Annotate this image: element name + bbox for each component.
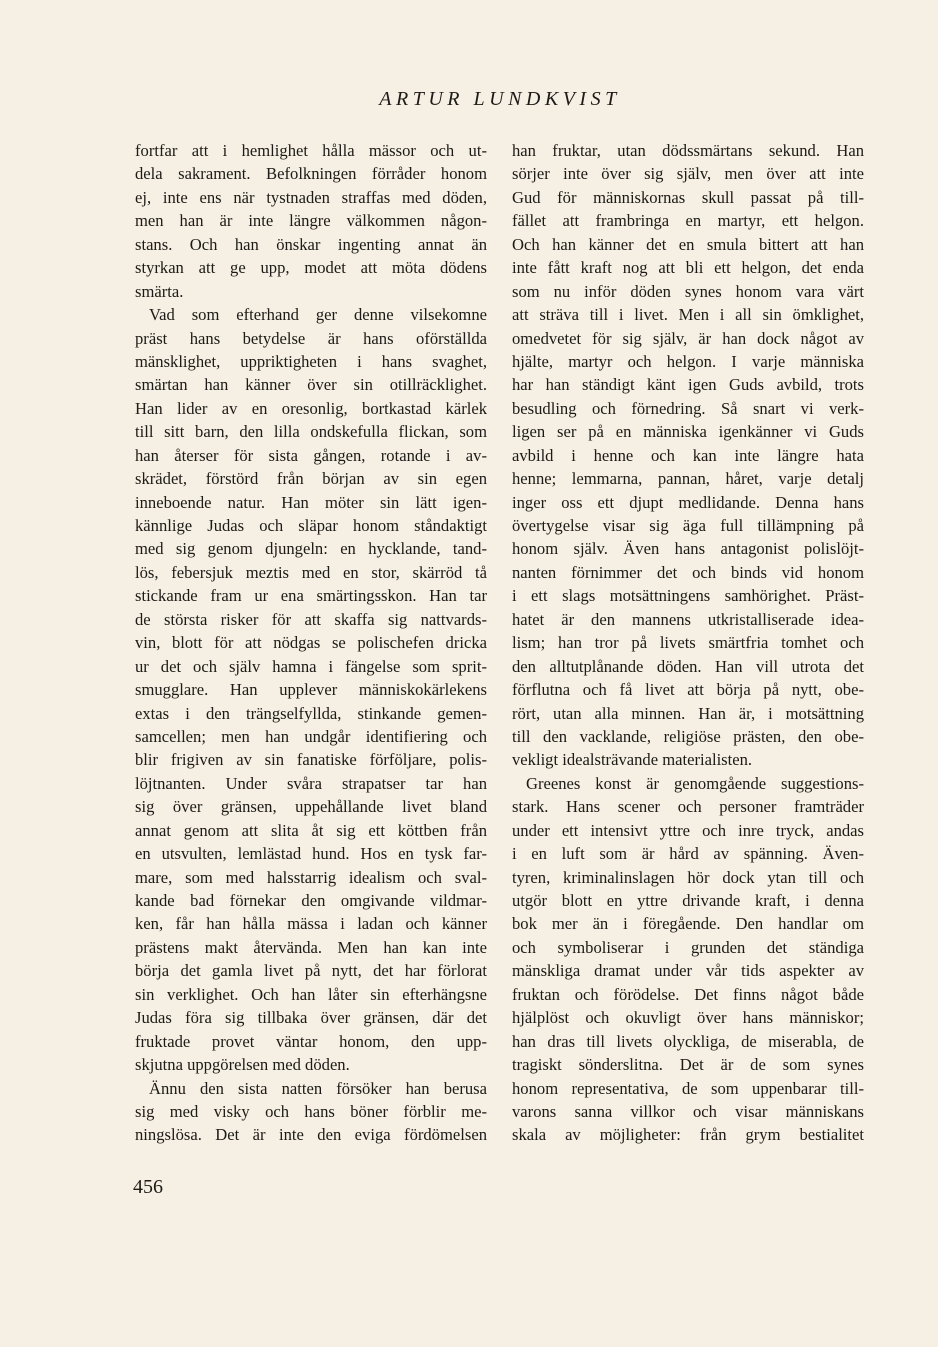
- text-line: hatet är den mannens utkristalliserade idea-: [512, 609, 864, 629]
- text-line: henne; lemmarna, pannan, håret, varje detalj: [512, 469, 864, 489]
- text-line: mare, som med halsstarrig idealism och sval-: [135, 867, 487, 887]
- text-line: Vad som efterhand ger denne vilsekomne: [149, 305, 487, 325]
- text-line: utgör blott en yttre drivande kraft, i denna: [512, 891, 864, 910]
- text-line: Greenes konst är genomgående suggestions-: [526, 773, 864, 793]
- text-line: honom representativa, de som uppenbarar till-: [512, 1078, 864, 1098]
- text-line: fruktade provet väntar honom, den upp-: [135, 1031, 487, 1051]
- text-line: börja det gamla livet på nytt, det har förlorat: [135, 961, 487, 981]
- text-line: mänskliga dramat under vår tids aspekter av: [512, 961, 864, 981]
- text-line: som nu inför döden synes honom vara värt: [512, 281, 864, 301]
- text-line: vekligt idealsträvande materialisten.: [512, 750, 753, 770]
- text-line: mänsklighet, uppriktigheten i hans svaghet,: [135, 351, 487, 371]
- text-line: styrkan att ge upp, modet att möta dödens: [135, 258, 487, 278]
- text-line: stans. Och han önskar ingenting annat än: [135, 234, 487, 254]
- text-line: fället att frambringa en martyr, ett helgon.: [512, 211, 864, 231]
- text-line: dela sakrament. Befolkningen förråder honom: [135, 164, 487, 184]
- text-line: att sträva till i livet. Men i all sin ömklighet,: [512, 305, 864, 325]
- right-text-column: [512, 139, 864, 1147]
- text-line: prästens makt återvända. Men han kan inte: [135, 937, 487, 957]
- text-line: skrädet, förstörd från början av sin egen: [135, 469, 487, 489]
- text-line: Ännu den sista natten försöker han berusa: [149, 1078, 487, 1098]
- text-line: ur det och själv hamna i fängelse som sprit-: [135, 656, 487, 676]
- left-text-column: [135, 139, 487, 1147]
- text-line: hjälplöst och okuvligt över hans människor;: [512, 1008, 864, 1028]
- text-line: sörjer inte över sig själv, men över att inte: [512, 164, 864, 184]
- text-line: sig med visky och hans böner förblir me-: [135, 1101, 487, 1121]
- text-line: med sig genom djungeln: en hycklande, tand-: [135, 539, 487, 559]
- text-line: smärta.: [135, 281, 184, 301]
- text-line: de största risker för att skaffa sig nattvards-: [135, 609, 487, 629]
- text-line: annat genom att slita åt sig ett köttben från: [135, 820, 487, 840]
- text-line: ej, inte ens när tystnaden straffas med döden,: [135, 187, 487, 207]
- text-line: kande bad förnekar den omgivande vildmar-: [135, 891, 487, 910]
- text-line: till den vacklande, religiöse prästen, den obe-: [512, 726, 864, 746]
- text-line: besudling och förnedring. Så snart vi verk-: [512, 398, 864, 418]
- text-line: ningslösa. Det är inte den eviga fördömelsen: [135, 1125, 487, 1145]
- text-line: samcellen; men han undgår identifiering och: [135, 726, 487, 746]
- text-line: har han ständigt känt igen Guds avbild, trots: [512, 375, 864, 395]
- text-line: honom själv. Även hans antagonist polislöjt-: [512, 539, 864, 559]
- text-line: i ett slags motsättningens samhörighet. Präst-: [512, 586, 864, 606]
- text-line: skala av möjligheter: från grym bestialitet: [512, 1125, 864, 1145]
- text-line: stark. Hans scener och personer framträder: [512, 797, 864, 817]
- text-line: han fruktar, utan dödssmärtans sekund. Han: [512, 141, 864, 160]
- text-line: och symboliserar i grunden det ständiga: [512, 937, 864, 957]
- text-line: kännlige Judas och släpar honom ståndaktigt: [135, 516, 487, 535]
- text-line: Gud för människornas skull passat på till-: [512, 187, 864, 207]
- text-line: inger oss ett djupt medlidande. Denna hans: [512, 492, 864, 512]
- text-line: en utsvulten, lemlästad hund. Hos en tysk far-: [135, 844, 487, 864]
- text-line: nanten förnimmer det och binds vid honom: [512, 562, 864, 582]
- text-line: inte fått kraft nog att bli ett helgon, det enda: [512, 258, 864, 278]
- text-line: varons sanna villkor och visar människans: [512, 1101, 864, 1121]
- text-line: ken, får han hålla mässa i ladan och känner: [135, 914, 487, 934]
- text-line: avbild i henne och kan inte längre hata: [512, 445, 864, 465]
- text-line: den alltutplånande döden. Han vill utrota det: [512, 656, 864, 676]
- text-line: han dras till livets olyckliga, de miserabla, de: [512, 1031, 864, 1051]
- text-line: Han lider av en oresonlig, bortkastad kärlek: [135, 398, 487, 418]
- text-line: blir frigiven av sin fanatiske förföljare, polis-: [135, 750, 487, 770]
- text-line: lös, febersjuk meztis med en stor, skärröd tå: [135, 562, 487, 582]
- text-line: sig över gränsen, uppehållande livet bland: [135, 797, 487, 817]
- text-line: förflutna och få livet att börja på nytt, obe-: [512, 680, 864, 700]
- text-line: präst hans betydelse är hans oförställda: [135, 328, 487, 348]
- running-header: ARTUR LUNDKVIST: [379, 88, 621, 110]
- text-line: i en luft som är hård av spänning. Även-: [512, 844, 864, 864]
- text-line: smärtan han känner över sin otillräcklighet.: [135, 375, 487, 395]
- text-line: övertygelse visar sig äga full tillämpning på: [512, 516, 864, 535]
- text-line: vin, blott för att nödgas se polischefen dricka: [135, 633, 487, 653]
- text-line: under ett intensivt yttre och inre tryck, andas: [512, 820, 864, 840]
- text-line: Och han känner det en smula bittert att han: [512, 234, 864, 254]
- text-line: tyren, kriminalinslagen hör dock ytan till och: [512, 867, 864, 887]
- text-line: hjälte, martyr och helgon. I varje människa: [512, 351, 864, 371]
- text-line: skjutna uppgörelsen med döden.: [135, 1055, 350, 1075]
- text-line: löjtnanten. Under svåra strapatser tar han: [135, 773, 487, 793]
- text-line: sin verklighet. Och han låter sin efterhängsne: [135, 984, 487, 1004]
- text-line: smugglare. Han upplever människokärlekens: [135, 680, 487, 700]
- text-line: fortfar att i hemlighet hålla mässor och ut-: [135, 141, 487, 160]
- page-number: 456: [133, 1176, 163, 1198]
- text-line: bok mer än i föregående. Den handlar om: [512, 914, 864, 934]
- text-line: omedvetet för sig själv, är han dock något av: [512, 328, 864, 348]
- text-line: men han är inte längre välkommen någon-: [135, 211, 487, 231]
- text-line: rört, utan alla minnen. Han är, i motsättning: [512, 703, 864, 723]
- text-line: stickande fram ur ena smärtingsskon. Han tar: [135, 586, 487, 606]
- text-line: fruktan och förödelse. Det finns något både: [512, 984, 864, 1004]
- text-line: han återser för sista gången, rotande i av-: [135, 445, 487, 465]
- text-line: Judas föra sig tillbaka över gränsen, där det: [135, 1008, 487, 1028]
- text-line: tragiskt sönderslitna. Det är de som synes: [512, 1055, 864, 1075]
- text-line: inneboende natur. Han möter sin lätt igen-: [135, 492, 487, 512]
- text-line: till sitt barn, den lilla ondskefulla flickan, som: [135, 422, 487, 442]
- text-line: lism; han tror på livets smärtfria tomhet och: [512, 633, 864, 653]
- text-line: extas i den trängselfyllda, stinkande gemen-: [135, 703, 487, 723]
- text-line: ligen ser på en människa igenkänner vi Guds: [512, 422, 864, 442]
